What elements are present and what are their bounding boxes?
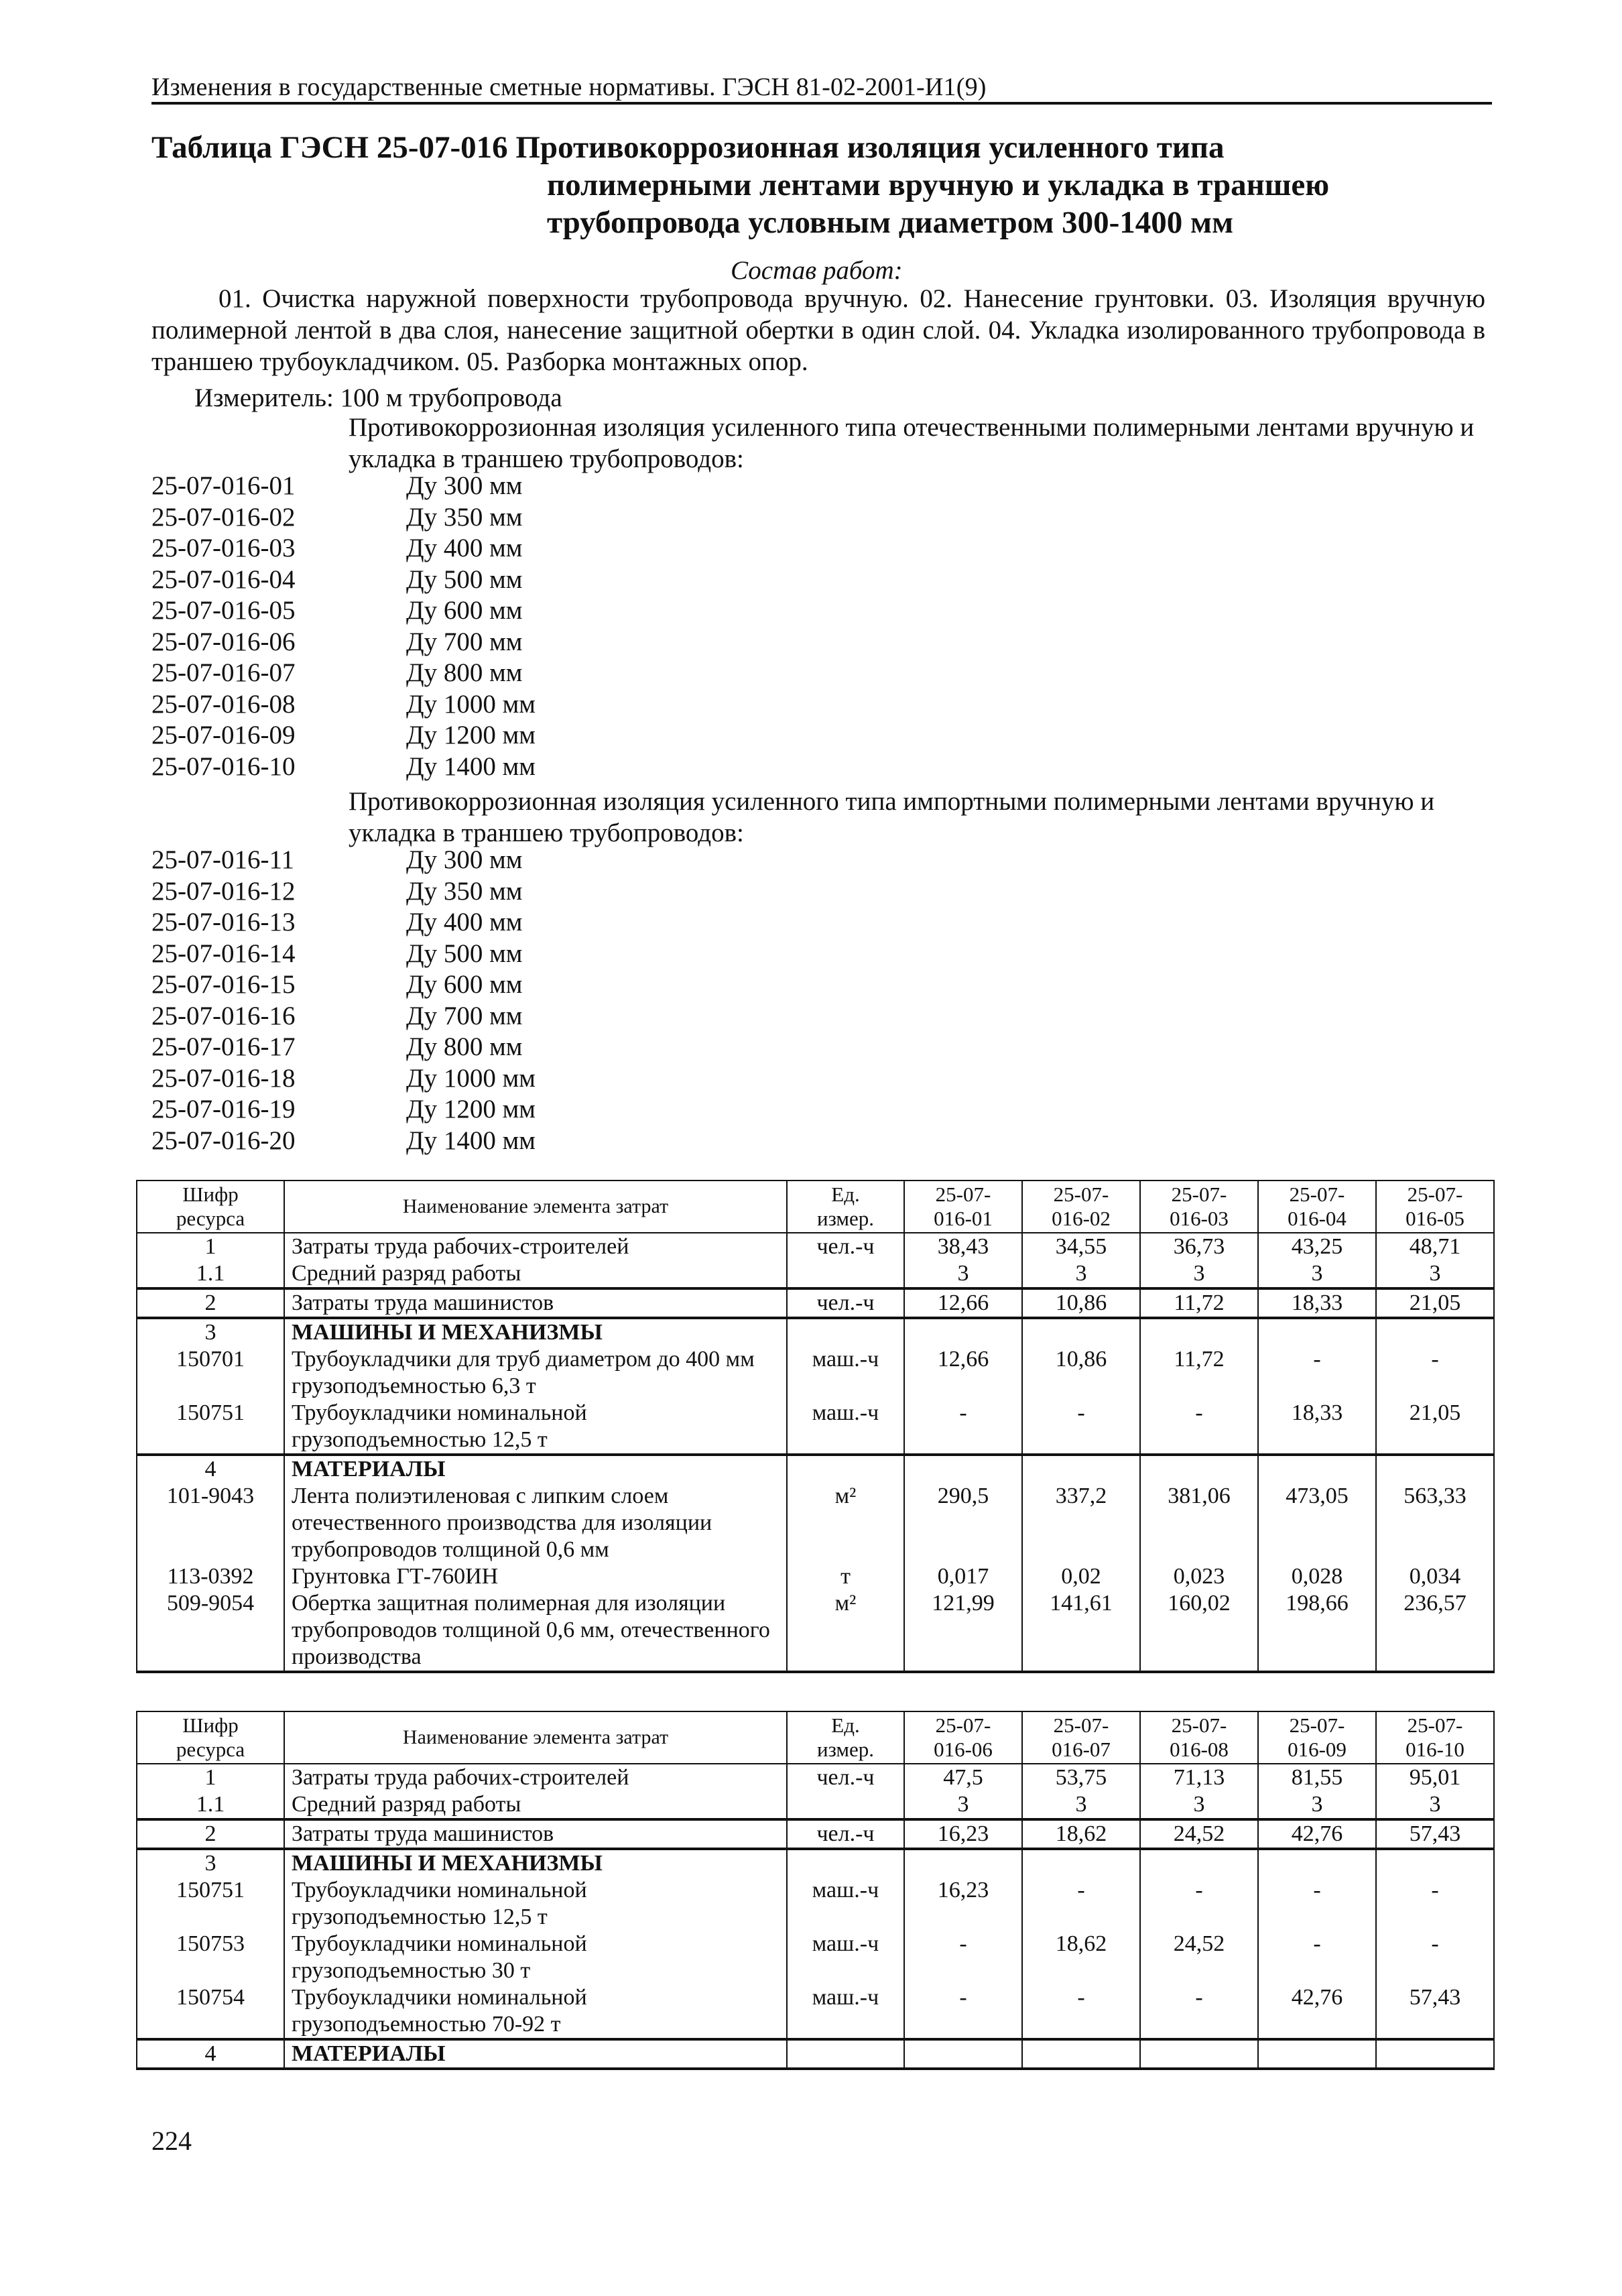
- item-name: Ду 600 мм: [406, 596, 523, 625]
- resource-code-cell: 3: [137, 1849, 284, 1877]
- value-cell: -: [1022, 1400, 1140, 1455]
- item-name: Ду 300 мм: [406, 471, 523, 500]
- item-code: 25-07-016-07: [151, 658, 296, 687]
- resource-table-1: [136, 1180, 1495, 1673]
- value-cell: 10,86: [1022, 1346, 1140, 1400]
- item-row: [151, 1094, 822, 1126]
- value-cell: 141,61: [1022, 1590, 1140, 1672]
- unit-cell: чел.-ч: [787, 1288, 904, 1318]
- value-cell: [904, 1318, 1022, 1346]
- item-code: 25-07-016-02: [151, 502, 296, 532]
- value-cell: 95,01: [1376, 1764, 1494, 1791]
- item-row: [151, 689, 822, 721]
- item-row: [151, 627, 822, 658]
- item-name: Ду 700 мм: [406, 627, 523, 656]
- item-code: 25-07-016-09: [151, 721, 296, 749]
- item-code: 25-07-016-03: [151, 534, 296, 562]
- value-cell: 3: [904, 1791, 1022, 1819]
- header-norm-code: 25-07- 016-02: [1022, 1181, 1140, 1233]
- value-cell: [1258, 1455, 1376, 1483]
- value-cell: 290,5: [904, 1483, 1022, 1563]
- cost-element-cell: Средний разряд работы: [284, 1260, 787, 1288]
- item-list-domestic: [151, 471, 822, 782]
- value-cell: 18,62: [1022, 1819, 1140, 1849]
- value-cell: -: [1140, 1877, 1258, 1931]
- value-cell: -: [904, 1984, 1022, 2039]
- header-norm-code: 25-07- 016-09: [1258, 1711, 1376, 1764]
- value-cell: [1140, 1318, 1258, 1346]
- header-norm-code: 25-07- 016-04: [1258, 1181, 1376, 1233]
- value-cell: -: [1376, 1346, 1494, 1400]
- value-cell: 381,06: [1140, 1483, 1258, 1563]
- value-cell: 473,05: [1258, 1483, 1376, 1563]
- item-name: Ду 500 мм: [406, 564, 523, 594]
- header-rule: [151, 102, 1492, 105]
- measure-unit: Измеритель: 100 м трубопровода: [194, 383, 562, 412]
- value-cell: -: [1258, 1346, 1376, 1400]
- item-list-imported: [151, 845, 822, 1156]
- value-cell: [1022, 2039, 1140, 2069]
- item-row: [151, 1063, 822, 1095]
- value-cell: 18,33: [1258, 1400, 1376, 1455]
- item-code: 25-07-016-01: [151, 471, 296, 500]
- title-line-1: Таблица ГЭСН 25-07-016 Противокоррозионная изоляция усиленного типа: [151, 130, 1225, 165]
- table-row: [137, 1260, 1494, 1288]
- value-cell: [904, 2039, 1022, 2069]
- value-cell: 0,028: [1258, 1563, 1376, 1590]
- value-cell: 34,55: [1022, 1233, 1140, 1260]
- value-cell: -: [1376, 1931, 1494, 1984]
- item-row: [151, 564, 822, 596]
- resource-code-cell: 1: [137, 1764, 284, 1791]
- table-row: [137, 1791, 1494, 1819]
- composition-body: 01. Очистка наружной поверхности трубопровода вручную. 02. Нанесение грунтовки. 03. Изоляция вручную полимерной лентой в два слоя, нанесение защитной обертки в один слой. 04. Укладка изолированного трубопровода в траншею трубоукладчиком. 05. Разборка монтажных опор.: [151, 284, 1485, 376]
- item-name: Ду 1200 мм: [406, 1095, 536, 1124]
- resource-code-cell: 4: [137, 1455, 284, 1483]
- unit-cell: маш.-ч: [787, 1931, 904, 1984]
- item-row: [151, 907, 822, 939]
- value-cell: 43,25: [1258, 1233, 1376, 1260]
- cost-element-cell: Трубоукладчики номинальной грузоподъемностью 12,5 т: [284, 1400, 787, 1455]
- value-cell: 121,99: [904, 1590, 1022, 1672]
- value-cell: 21,05: [1376, 1288, 1494, 1318]
- header-norm-code: 25-07- 016-10: [1376, 1711, 1494, 1764]
- item-name: Ду 1000 мм: [406, 1063, 536, 1093]
- page-number: 224: [151, 2126, 192, 2156]
- value-cell: -: [1258, 1931, 1376, 1984]
- table-row: [137, 1931, 1494, 1984]
- value-cell: 337,2: [1022, 1483, 1140, 1563]
- item-code: 25-07-016-12: [151, 876, 296, 906]
- header-resource-code: Шифр ресурса: [137, 1711, 284, 1764]
- item-row: [151, 595, 822, 627]
- resource-code-cell: 4: [137, 2039, 284, 2069]
- table-row: [137, 1764, 1494, 1791]
- value-cell: [1140, 1849, 1258, 1877]
- unit-cell: [787, 1791, 904, 1819]
- table-row: [137, 1590, 1494, 1672]
- unit-cell: чел.-ч: [787, 1233, 904, 1260]
- item-name: Ду 300 мм: [406, 845, 523, 874]
- resource-code-cell: 150751: [137, 1400, 284, 1455]
- value-cell: 16,23: [904, 1877, 1022, 1931]
- header-norm-code: 25-07- 016-06: [904, 1711, 1022, 1764]
- value-cell: 57,43: [1376, 1819, 1494, 1849]
- value-cell: 236,57: [1376, 1590, 1494, 1672]
- resource-code-cell: 150753: [137, 1931, 284, 1984]
- cost-element-cell: Затраты труда рабочих-строителей: [284, 1764, 787, 1791]
- value-cell: 11,72: [1140, 1346, 1258, 1400]
- cost-element-cell: Лента полиэтиленовая с липким слоем отечественного производства для изоляции трубопроводов толщиной 0,6 мм: [284, 1483, 787, 1563]
- item-code: 25-07-016-08: [151, 689, 296, 719]
- unit-cell: т: [787, 1563, 904, 1590]
- item-row: [151, 1126, 822, 1157]
- section-heading-cell: МАШИНЫ И МЕХАНИЗМЫ: [284, 1318, 787, 1346]
- value-cell: [1140, 2039, 1258, 2069]
- item-name: Ду 1200 мм: [406, 721, 536, 749]
- value-cell: [1022, 1849, 1140, 1877]
- table-row: [137, 1483, 1494, 1563]
- table-row: [137, 1819, 1494, 1849]
- resource-code-cell: 509-9054: [137, 1590, 284, 1672]
- item-row: [151, 720, 822, 751]
- value-cell: [1022, 1318, 1140, 1346]
- item-row: [151, 1032, 822, 1063]
- table-row: [137, 1563, 1494, 1590]
- unit-cell: [787, 1318, 904, 1346]
- item-name: Ду 400 мм: [406, 908, 523, 936]
- resource-code-cell: 1: [137, 1233, 284, 1260]
- item-code: 25-07-016-13: [151, 908, 296, 936]
- value-cell: [1258, 1849, 1376, 1877]
- item-row: [151, 658, 822, 689]
- value-cell: -: [1140, 1400, 1258, 1455]
- value-cell: -: [1376, 1877, 1494, 1931]
- value-cell: 47,5: [904, 1764, 1022, 1791]
- item-code: 25-07-016-15: [151, 970, 296, 999]
- item-code: 25-07-016-06: [151, 627, 296, 656]
- cost-element-cell: Грунтовка ГТ-760ИН: [284, 1563, 787, 1590]
- value-cell: 12,66: [904, 1346, 1022, 1400]
- value-cell: 3: [1022, 1260, 1140, 1288]
- item-name: Ду 350 мм: [406, 876, 523, 906]
- value-cell: -: [1140, 1984, 1258, 2039]
- cost-element-cell: Затраты труда рабочих-строителей: [284, 1233, 787, 1260]
- value-cell: 18,62: [1022, 1931, 1140, 1984]
- value-cell: 3: [1140, 1791, 1258, 1819]
- resource-code-cell: 1.1: [137, 1260, 284, 1288]
- table-row: [137, 1346, 1494, 1400]
- table-row: [137, 1455, 1494, 1483]
- table-row: [137, 1288, 1494, 1318]
- unit-cell: м²: [787, 1590, 904, 1672]
- item-code: 25-07-016-05: [151, 596, 296, 625]
- unit-cell: [787, 1849, 904, 1877]
- cost-element-cell: Обертка защитная полимерная для изоляции трубопроводов толщиной 0,6 мм, отечественного производства: [284, 1590, 787, 1672]
- value-cell: [1376, 1455, 1494, 1483]
- item-code: 25-07-016-19: [151, 1095, 296, 1124]
- item-row: [151, 1001, 822, 1032]
- resource-code-cell: 1.1: [137, 1791, 284, 1819]
- value-cell: 3: [904, 1260, 1022, 1288]
- header-norm-code: 25-07- 016-05: [1376, 1181, 1494, 1233]
- value-cell: 36,73: [1140, 1233, 1258, 1260]
- item-row: [151, 533, 822, 564]
- cost-element-cell: Трубоукладчики номинальной грузоподъемностью 70-92 т: [284, 1984, 787, 2039]
- value-cell: 0,034: [1376, 1563, 1494, 1590]
- title-line-3: трубопровода условным диаметром 300-1400 мм: [547, 205, 1234, 240]
- value-cell: [1022, 1455, 1140, 1483]
- header-cost-element: Наименование элемента затрат: [284, 1711, 787, 1764]
- item-row: [151, 939, 822, 970]
- item-name: Ду 800 мм: [406, 658, 523, 687]
- item-row: [151, 845, 822, 876]
- resource-code-cell: 101-9043: [137, 1483, 284, 1563]
- header-norm-code: 25-07- 016-01: [904, 1181, 1022, 1233]
- table-title: [151, 129, 1492, 241]
- item-code: 25-07-016-20: [151, 1126, 296, 1155]
- item-code: 25-07-016-17: [151, 1032, 296, 1061]
- value-cell: 3: [1258, 1791, 1376, 1819]
- unit-cell: м²: [787, 1483, 904, 1563]
- item-name: Ду 700 мм: [406, 1001, 523, 1030]
- item-name: Ду 500 мм: [406, 939, 523, 968]
- value-cell: -: [1022, 1984, 1140, 2039]
- composition-text: [151, 283, 1485, 377]
- value-cell: 81,55: [1258, 1764, 1376, 1791]
- item-code: 25-07-016-10: [151, 751, 296, 781]
- resource-table-2: [136, 1711, 1495, 2070]
- value-cell: 71,13: [1140, 1764, 1258, 1791]
- value-cell: 53,75: [1022, 1764, 1140, 1791]
- value-cell: 24,52: [1140, 1819, 1258, 1849]
- resource-code-cell: 113-0392: [137, 1563, 284, 1590]
- item-row: [151, 751, 822, 783]
- item-name: Ду 400 мм: [406, 534, 523, 562]
- item-row: [151, 876, 822, 908]
- resource-code-cell: 2: [137, 1288, 284, 1318]
- unit-cell: чел.-ч: [787, 1819, 904, 1849]
- running-header: Изменения в государственные сметные нормативы. ГЭСН 81-02-2001-И1(9): [151, 73, 987, 101]
- value-cell: [1376, 1849, 1494, 1877]
- value-cell: 10,86: [1022, 1288, 1140, 1318]
- value-cell: 3: [1258, 1260, 1376, 1288]
- unit-cell: маш.-ч: [787, 1400, 904, 1455]
- value-cell: 3: [1376, 1260, 1494, 1288]
- table-row: [137, 1400, 1494, 1455]
- unit-cell: маш.-ч: [787, 1984, 904, 2039]
- item-name: Ду 1400 мм: [406, 751, 536, 781]
- resource-code-cell: 3: [137, 1318, 284, 1346]
- title-line-2: полимерными лентами вручную и укладка в траншею: [547, 168, 1330, 202]
- resource-code-cell: 150751: [137, 1877, 284, 1931]
- value-cell: 3: [1140, 1260, 1258, 1288]
- cost-element-cell: Затраты труда машинистов: [284, 1288, 787, 1318]
- cost-element-cell: Трубоукладчики номинальной грузоподъемностью 30 т: [284, 1931, 787, 1984]
- value-cell: 198,66: [1258, 1590, 1376, 1672]
- unit-cell: чел.-ч: [787, 1764, 904, 1791]
- value-cell: -: [1258, 1877, 1376, 1931]
- item-name: Ду 1400 мм: [406, 1126, 536, 1155]
- value-cell: [904, 1455, 1022, 1483]
- value-cell: 0,023: [1140, 1563, 1258, 1590]
- value-cell: [1376, 1318, 1494, 1346]
- value-cell: 16,23: [904, 1819, 1022, 1849]
- value-cell: 160,02: [1140, 1590, 1258, 1672]
- header-norm-code: 25-07- 016-08: [1140, 1711, 1258, 1764]
- table-row: [137, 1318, 1494, 1346]
- unit-cell: маш.-ч: [787, 1346, 904, 1400]
- cost-element-cell: Трубоукладчики для труб диаметром до 400 мм грузоподъемностью 6,3 т: [284, 1346, 787, 1400]
- resource-code-cell: 150754: [137, 1984, 284, 2039]
- table-row: [137, 2039, 1494, 2069]
- value-cell: 38,43: [904, 1233, 1022, 1260]
- item-name: Ду 800 мм: [406, 1032, 523, 1061]
- header-norm-code: 25-07- 016-03: [1140, 1181, 1258, 1233]
- resource-code-cell: 150701: [137, 1346, 284, 1400]
- item-name: Ду 600 мм: [406, 970, 523, 999]
- header-cost-element: Наименование элемента затрат: [284, 1181, 787, 1233]
- group-heading-domestic: Противокоррозионная изоляция усиленного типа отечественными полимерными лентами вручную и укладка в траншею трубопроводов:: [349, 413, 1475, 473]
- group-heading-imported: Противокоррозионная изоляция усиленного типа импортными полимерными лентами вручную и укладка в траншею трубопроводов:: [349, 787, 1435, 847]
- value-cell: -: [904, 1931, 1022, 1984]
- value-cell: 48,71: [1376, 1233, 1494, 1260]
- section-heading-cell: МАШИНЫ И МЕХАНИЗМЫ: [284, 1849, 787, 1877]
- value-cell: 18,33: [1258, 1288, 1376, 1318]
- value-cell: 11,72: [1140, 1288, 1258, 1318]
- value-cell: [1140, 1455, 1258, 1483]
- value-cell: 42,76: [1258, 1819, 1376, 1849]
- value-cell: 24,52: [1140, 1931, 1258, 1984]
- section-heading-cell: МАТЕРИАЛЫ: [284, 1455, 787, 1483]
- value-cell: [904, 1849, 1022, 1877]
- resource-code-cell: 2: [137, 1819, 284, 1849]
- item-row: [151, 502, 822, 534]
- value-cell: 12,66: [904, 1288, 1022, 1318]
- header-unit: Ед. измер.: [787, 1181, 904, 1233]
- value-cell: 3: [1022, 1791, 1140, 1819]
- cost-element-cell: Трубоукладчики номинальной грузоподъемностью 12,5 т: [284, 1877, 787, 1931]
- unit-cell: [787, 2039, 904, 2069]
- header-unit: Ед. измер.: [787, 1711, 904, 1764]
- item-name: Ду 350 мм: [406, 502, 523, 532]
- value-cell: 42,76: [1258, 1984, 1376, 2039]
- value-cell: -: [1022, 1877, 1140, 1931]
- item-code: 25-07-016-04: [151, 564, 296, 594]
- item-code: 25-07-016-16: [151, 1001, 296, 1030]
- value-cell: [1376, 2039, 1494, 2069]
- table-row: [137, 1984, 1494, 2039]
- table-row: [137, 1233, 1494, 1260]
- table-row: [137, 1849, 1494, 1877]
- cost-element-cell: Средний разряд работы: [284, 1791, 787, 1819]
- value-cell: 3: [1376, 1791, 1494, 1819]
- section-heading-cell: МАТЕРИАЛЫ: [284, 2039, 787, 2069]
- unit-cell: маш.-ч: [787, 1877, 904, 1931]
- cost-element-cell: Затраты труда машинистов: [284, 1819, 787, 1849]
- unit-cell: [787, 1260, 904, 1288]
- value-cell: 563,33: [1376, 1483, 1494, 1563]
- item-code: 25-07-016-11: [151, 845, 295, 874]
- item-code: 25-07-016-18: [151, 1063, 296, 1093]
- header-norm-code: 25-07- 016-07: [1022, 1711, 1140, 1764]
- value-cell: 0,02: [1022, 1563, 1140, 1590]
- header-resource-code: Шифр ресурса: [137, 1181, 284, 1233]
- value-cell: 21,05: [1376, 1400, 1494, 1455]
- value-cell: 0,017: [904, 1563, 1022, 1590]
- composition-label: Состав работ:: [731, 256, 903, 285]
- value-cell: -: [904, 1400, 1022, 1455]
- item-row: [151, 969, 822, 1001]
- table-row: [137, 1877, 1494, 1931]
- item-name: Ду 1000 мм: [406, 689, 536, 719]
- item-code: 25-07-016-14: [151, 939, 296, 968]
- value-cell: [1258, 1318, 1376, 1346]
- unit-cell: [787, 1455, 904, 1483]
- value-cell: [1258, 2039, 1376, 2069]
- item-row: [151, 471, 822, 502]
- value-cell: 57,43: [1376, 1984, 1494, 2039]
